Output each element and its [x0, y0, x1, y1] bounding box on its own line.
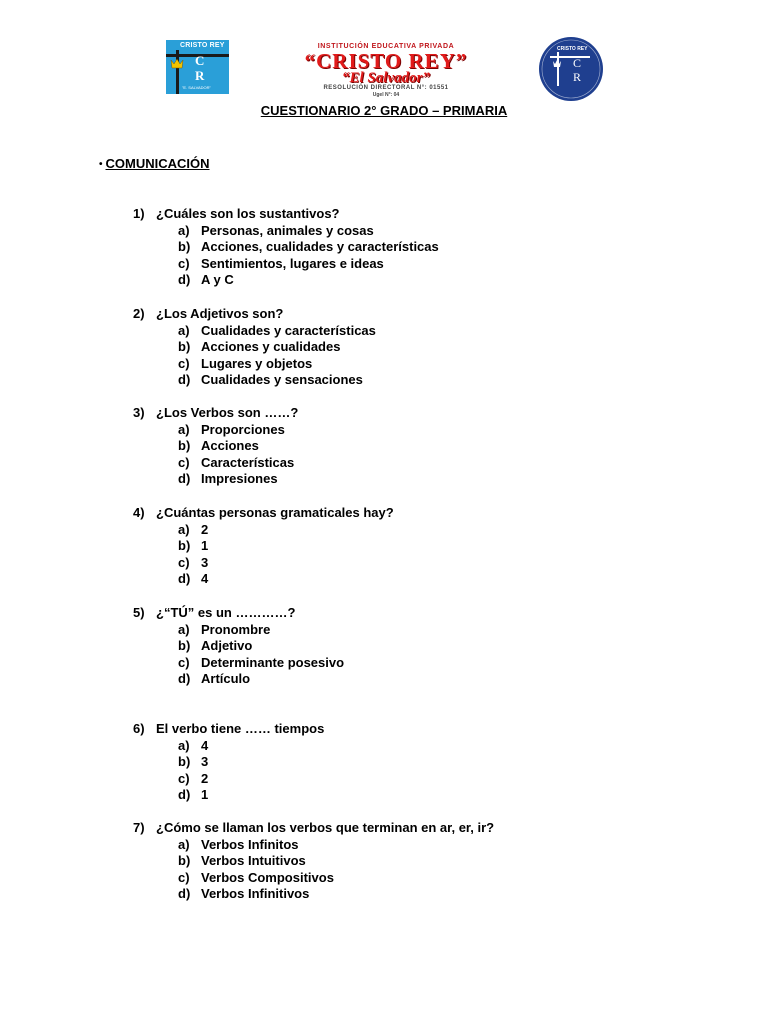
- option-text: 1: [201, 787, 209, 803]
- banner-school-name: “CRISTO REY”: [304, 49, 468, 73]
- question-5-option: [178, 655, 344, 670]
- question-4: [133, 505, 394, 520]
- option-letter: c): [178, 554, 190, 570]
- banner-ugel: Ugel N°: 04: [372, 92, 400, 98]
- question-number: 1): [133, 206, 145, 221]
- question-text: ¿Cuáles son los sustantivos?: [156, 206, 340, 221]
- option-text: Acciones y cualidades: [201, 339, 341, 355]
- banner-subname: “El Salvador”: [342, 70, 430, 86]
- question-7-option: [178, 853, 306, 868]
- option-text: Proporciones: [201, 421, 285, 437]
- question-2-option: [178, 372, 363, 387]
- question-6-option: [178, 771, 208, 786]
- question-2-option: [178, 323, 376, 338]
- option-text: Impresiones: [201, 471, 278, 487]
- option-letter: a): [178, 836, 190, 852]
- section-heading: [99, 156, 210, 171]
- option-letter: a): [178, 322, 190, 338]
- option-text: Verbos Compositivos: [201, 869, 334, 885]
- option-text: 2: [201, 770, 209, 786]
- option-text: Verbos Intuitivos: [201, 853, 306, 869]
- option-text: 3: [201, 554, 209, 570]
- question-1: [133, 206, 340, 221]
- option-letter: b): [178, 638, 191, 654]
- question-2-option: [178, 356, 312, 371]
- banner-resolution: RESOLUCIÓN DIRECTORAL N°: 01551: [323, 85, 449, 91]
- option-text: 3: [201, 754, 209, 770]
- option-letter: b): [178, 239, 191, 255]
- seal-letter-r: R: [573, 70, 582, 84]
- question-2-option: [178, 339, 340, 354]
- option-letter: a): [178, 521, 190, 537]
- question-1-option: [178, 223, 374, 238]
- question-1-option: [178, 256, 384, 271]
- logo-left-letter-c: C: [195, 53, 205, 68]
- option-letter: d): [178, 471, 191, 487]
- option-text: Adjetivo: [201, 638, 253, 654]
- option-text: Sentimientos, lugares e ideas: [201, 255, 384, 271]
- option-letter: d): [178, 886, 191, 902]
- question-4-option: [178, 555, 208, 570]
- option-text: Verbos Infinitos: [201, 836, 299, 852]
- option-letter: d): [178, 787, 191, 803]
- option-text: A y C: [201, 272, 234, 288]
- option-letter: c): [178, 654, 190, 670]
- question-4-option: [178, 571, 208, 586]
- question-4-option: [178, 522, 208, 537]
- question-5: [133, 605, 295, 620]
- question-text: ¿Los Verbos son ……?: [156, 405, 299, 420]
- school-logo-left: [166, 40, 229, 94]
- option-letter: b): [178, 754, 191, 770]
- option-text: 2: [201, 521, 209, 537]
- question-text: El verbo tiene …… tiempos: [156, 721, 325, 736]
- school-seal-right: [538, 36, 604, 102]
- option-text: Cualidades y sensaciones: [201, 372, 363, 388]
- question-7-option: [178, 886, 309, 901]
- option-letter: b): [178, 853, 191, 869]
- option-text: Acciones, cualidades y características: [201, 239, 439, 255]
- option-letter: d): [178, 272, 191, 288]
- question-2: [133, 306, 283, 321]
- question-3-option: [178, 471, 278, 486]
- bullet-icon: •: [99, 159, 103, 170]
- option-letter: a): [178, 421, 190, 437]
- school-banner: [280, 42, 492, 96]
- option-letter: c): [178, 255, 190, 271]
- question-text: ¿Los Adjetivos son?: [156, 306, 284, 321]
- question-5-option: [178, 638, 252, 653]
- section-label: COMUNICACIÓN: [105, 156, 210, 171]
- option-letter: d): [178, 372, 191, 388]
- question-6-option: [178, 787, 208, 802]
- question-1-option: [178, 239, 439, 254]
- seal-text: CRISTO REY: [557, 46, 588, 52]
- option-letter: d): [178, 571, 191, 587]
- option-letter: a): [178, 222, 190, 238]
- question-text: ¿“TÚ” es un …………?: [156, 605, 296, 620]
- page-title: CUESTIONARIO 2° GRADO – PRIMARIA: [260, 103, 508, 118]
- option-letter: b): [178, 438, 191, 454]
- option-text: 4: [201, 571, 209, 587]
- question-5-option: [178, 622, 270, 637]
- question-number: 7): [133, 820, 145, 835]
- question-7-option: [178, 870, 334, 885]
- banner-institution: INSTITUCIÓN EDUCATIVA PRIVADA: [317, 43, 455, 50]
- question-text: ¿Cuántas personas gramaticales hay?: [156, 505, 394, 520]
- seal-letter-c: C: [573, 56, 582, 70]
- logo-left-letter-r: R: [195, 68, 205, 83]
- option-text: Acciones: [201, 438, 259, 454]
- question-4-option: [178, 538, 208, 553]
- option-text: Personas, animales y cosas: [201, 222, 374, 238]
- option-letter: a): [178, 621, 190, 637]
- question-6-option: [178, 738, 208, 753]
- option-letter: d): [178, 671, 191, 687]
- question-6: [133, 721, 324, 736]
- option-letter: a): [178, 737, 190, 753]
- question-6-option: [178, 754, 208, 769]
- option-text: 1: [201, 538, 209, 554]
- question-3-option: [178, 438, 259, 453]
- option-letter: c): [178, 869, 190, 885]
- question-number: 5): [133, 605, 145, 620]
- question-3: [133, 405, 298, 420]
- question-5-option: [178, 671, 250, 686]
- option-text: Lugares y objetos: [201, 355, 313, 371]
- logo-left-text: CRISTO REY: [180, 42, 225, 49]
- question-7-option: [178, 837, 299, 852]
- option-text: Cualidades y características: [201, 322, 376, 338]
- logo-left-subtext: "E. SALVADOR": [182, 85, 211, 90]
- option-letter: c): [178, 355, 190, 371]
- option-text: Pronombre: [201, 621, 271, 637]
- question-3-option: [178, 455, 294, 470]
- option-letter: c): [178, 454, 190, 470]
- option-text: Verbos Infinitivos: [201, 886, 310, 902]
- option-text: Determinante posesivo: [201, 654, 345, 670]
- question-number: 4): [133, 505, 145, 520]
- question-number: 2): [133, 306, 145, 321]
- question-3-option: [178, 422, 285, 437]
- question-number: 6): [133, 721, 145, 736]
- question-text: ¿Cómo se llaman los verbos que terminan en ar, er, ir?: [156, 820, 495, 835]
- option-letter: b): [178, 339, 191, 355]
- option-text: Características: [201, 454, 295, 470]
- option-text: Artículo: [201, 671, 251, 687]
- question-number: 3): [133, 405, 145, 420]
- option-letter: c): [178, 770, 190, 786]
- question-1-option: [178, 272, 234, 287]
- option-text: 4: [201, 737, 209, 753]
- option-letter: b): [178, 538, 191, 554]
- question-7: [133, 820, 494, 835]
